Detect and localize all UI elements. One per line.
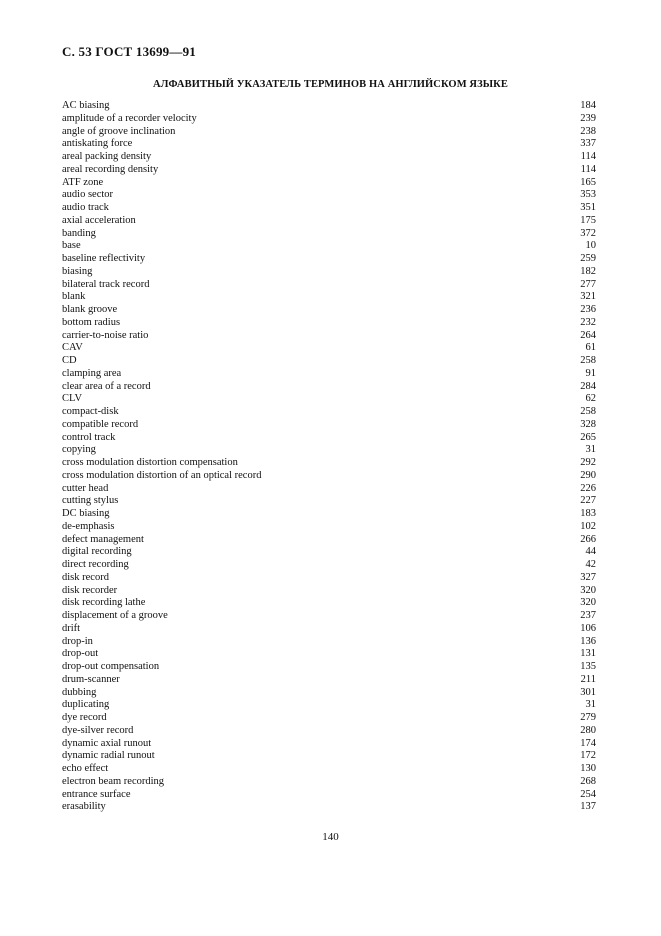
index-term: cross modulation distortion compensation <box>62 457 238 468</box>
index-term: ATF zone <box>62 176 104 188</box>
index-entry <box>62 189 596 202</box>
index-entry <box>62 113 596 126</box>
index-term-number: 327 <box>580 571 596 583</box>
index-entry <box>62 240 596 253</box>
index-term: defect management <box>62 533 144 545</box>
index-term-number: 279 <box>580 712 596 723</box>
index-entry <box>62 457 596 470</box>
index-term-number: 31 <box>585 444 596 456</box>
index-term: de-emphasis <box>62 520 115 532</box>
index-term-number: 136 <box>580 635 596 647</box>
index-term: compact-disk <box>62 406 119 417</box>
index-entry <box>62 559 596 572</box>
index-term: echo effect <box>62 763 109 774</box>
index-term-number: 227 <box>580 495 596 507</box>
index-entry <box>62 100 596 113</box>
index-term-number: 351 <box>580 202 596 213</box>
index-term: areal recording density <box>62 163 159 175</box>
index-entry <box>62 342 596 355</box>
index-term-number: 175 <box>580 214 596 226</box>
index-term: entrance surface <box>62 788 131 800</box>
index-term: CAV <box>62 342 83 354</box>
index-term-number: 259 <box>580 253 596 264</box>
index-term: carrier-to-noise ratio <box>62 329 149 341</box>
index-term-number: 130 <box>580 763 596 774</box>
index-term-number: 237 <box>580 610 596 621</box>
index-entry <box>62 750 596 763</box>
index-term-number: 114 <box>580 151 596 162</box>
index-term-number: 258 <box>580 406 596 417</box>
index-entry <box>62 164 596 177</box>
index-entry <box>62 801 596 814</box>
index-entry <box>62 381 596 394</box>
index-term: compatible record <box>62 418 139 430</box>
index-term-number: 301 <box>580 686 596 698</box>
index-term: disk recording lathe <box>62 597 146 609</box>
index-entry <box>62 699 596 712</box>
index-entry <box>62 674 596 687</box>
index-term: DC biasing <box>62 508 110 519</box>
index-term: erasability <box>62 801 106 813</box>
index-term-number: 211 <box>580 673 596 685</box>
index-entry <box>62 648 596 661</box>
index-term: dye record <box>62 712 107 723</box>
index-entry <box>62 597 596 610</box>
index-term: cross modulation distortion of an optical record <box>62 469 262 481</box>
index-term-number: 62 <box>585 393 596 405</box>
index-entry <box>62 215 596 228</box>
index-term: antiskating force <box>62 138 133 150</box>
index-term: disk record <box>62 571 109 583</box>
index-term: amplitude of a recorder velocity <box>62 112 197 124</box>
index-term-number: 232 <box>580 316 596 328</box>
index-term-number: 31 <box>585 699 596 711</box>
index-term: duplicating <box>62 699 110 711</box>
index-entry <box>62 202 596 215</box>
index-entry <box>62 763 596 776</box>
index-term-number: 280 <box>580 724 596 736</box>
index-term-number: 10 <box>585 240 596 252</box>
index-term: CLV <box>62 393 83 405</box>
index-term-number: 131 <box>580 648 596 660</box>
index-entry <box>62 291 596 304</box>
index-entry <box>62 304 596 317</box>
index-term-number: 183 <box>580 508 596 519</box>
index-term-number: 292 <box>580 457 596 468</box>
index-term-number: 44 <box>585 546 596 558</box>
index-entry <box>62 712 596 725</box>
index-term: biasing <box>62 265 93 277</box>
index-term: base <box>62 240 81 252</box>
index-term: clear area of a record <box>62 380 151 392</box>
index-entry <box>62 585 596 598</box>
index-term: areal packing density <box>62 151 152 162</box>
index-entry <box>62 572 596 585</box>
index-term: axial acceleration <box>62 214 136 226</box>
index-term-number: 137 <box>580 801 596 813</box>
index-term-number: 258 <box>580 355 596 366</box>
index-entry <box>62 228 596 241</box>
index-term-number: 184 <box>580 100 596 111</box>
index-term: drop-out <box>62 648 99 660</box>
index-term-number: 266 <box>580 533 596 545</box>
index-entry <box>62 444 596 457</box>
index-term-number: 320 <box>580 597 596 609</box>
index-entry <box>62 393 596 406</box>
index-title: АЛФАВИТНЫЙ УКАЗАТЕЛЬ ТЕРМИНОВ НА АНГЛИЙСКОМ ЯЗЫКЕ <box>153 79 508 90</box>
index-term-number: 353 <box>580 189 596 201</box>
index-term: drum-scanner <box>62 673 120 685</box>
index-term-number: 277 <box>580 278 596 290</box>
index-term-number: 328 <box>580 418 596 430</box>
index-term: audio sector <box>62 189 114 201</box>
index-term: copying <box>62 444 96 456</box>
index-term-number: 265 <box>580 431 596 443</box>
index-entry <box>62 508 596 521</box>
index-entry <box>62 253 596 266</box>
index-entry <box>62 521 596 534</box>
term-index-list <box>62 100 596 814</box>
index-entry <box>62 483 596 496</box>
index-term: electron beam recording <box>62 775 165 787</box>
index-term-number: 114 <box>580 163 596 175</box>
index-term-number: 172 <box>580 750 596 762</box>
index-entry <box>62 636 596 649</box>
index-term: cutting stylus <box>62 495 119 507</box>
index-term-number: 236 <box>580 304 596 315</box>
index-term-number: 102 <box>580 520 596 532</box>
index-term-number: 42 <box>585 559 596 570</box>
index-term: dynamic axial runout <box>62 737 152 749</box>
index-entry <box>62 317 596 330</box>
index-term: cutter head <box>62 482 109 494</box>
index-term: baseline reflectivity <box>62 253 146 264</box>
index-entry <box>62 406 596 419</box>
index-term: dye-silver record <box>62 724 134 736</box>
index-term-number: 284 <box>580 380 596 392</box>
index-entry <box>62 330 596 343</box>
index-entry <box>62 151 596 164</box>
index-term: AC biasing <box>62 100 110 111</box>
index-term: CD <box>62 355 77 366</box>
index-entry <box>62 610 596 623</box>
index-entry <box>62 419 596 432</box>
index-term: control track <box>62 431 116 443</box>
index-term: digital recording <box>62 546 132 558</box>
index-entry <box>62 432 596 445</box>
index-term-number: 290 <box>580 469 596 481</box>
index-entry <box>62 661 596 674</box>
index-term-number: 226 <box>580 482 596 494</box>
index-term: banding <box>62 227 96 239</box>
index-entry <box>62 546 596 559</box>
page-number: 140 <box>322 831 339 843</box>
index-term: drop-out compensation <box>62 661 160 672</box>
index-entry <box>62 776 596 789</box>
index-entry <box>62 687 596 700</box>
index-term: blank <box>62 291 86 303</box>
index-entry <box>62 738 596 751</box>
index-term-number: 337 <box>580 138 596 150</box>
index-entry <box>62 623 596 636</box>
index-entry <box>62 470 596 483</box>
index-entry <box>62 126 596 139</box>
index-entry <box>62 789 596 802</box>
index-term-number: 182 <box>580 265 596 277</box>
index-term-number: 239 <box>580 112 596 124</box>
index-entry <box>62 266 596 279</box>
index-term-number: 106 <box>580 622 596 634</box>
index-term-number: 61 <box>585 342 596 354</box>
running-head: С. 53 ГОСТ 13699—91 <box>62 44 196 59</box>
index-entry <box>62 368 596 381</box>
index-term-number: 174 <box>580 737 596 749</box>
index-term-number: 165 <box>580 176 596 188</box>
index-term: dubbing <box>62 686 97 698</box>
index-term: disk recorder <box>62 584 118 596</box>
index-term: direct recording <box>62 559 129 570</box>
index-term: angle of groove inclination <box>62 125 176 137</box>
index-term: clamping area <box>62 367 122 379</box>
index-entry <box>62 355 596 368</box>
index-entry <box>62 495 596 508</box>
index-entry <box>62 138 596 151</box>
index-term-number: 320 <box>580 584 596 596</box>
index-term-number: 238 <box>580 125 596 137</box>
index-entry <box>62 177 596 190</box>
index-term-number: 135 <box>580 661 596 672</box>
index-entry <box>62 279 596 292</box>
index-entry <box>62 725 596 738</box>
index-term-number: 91 <box>585 367 596 379</box>
index-term: drop-in <box>62 635 93 647</box>
index-term-number: 372 <box>580 227 596 239</box>
index-term: blank groove <box>62 304 118 315</box>
index-term: drift <box>62 622 81 634</box>
index-term: dynamic radial runout <box>62 750 155 762</box>
index-term: bilateral track record <box>62 278 150 290</box>
index-term-number: 321 <box>580 291 596 303</box>
index-term-number: 264 <box>580 329 596 341</box>
index-term: bottom radius <box>62 316 121 328</box>
index-term: audio track <box>62 202 109 213</box>
index-entry <box>62 534 596 547</box>
index-term-number: 268 <box>580 775 596 787</box>
index-term: displacement of a groove <box>62 610 168 621</box>
index-term-number: 254 <box>580 788 596 800</box>
